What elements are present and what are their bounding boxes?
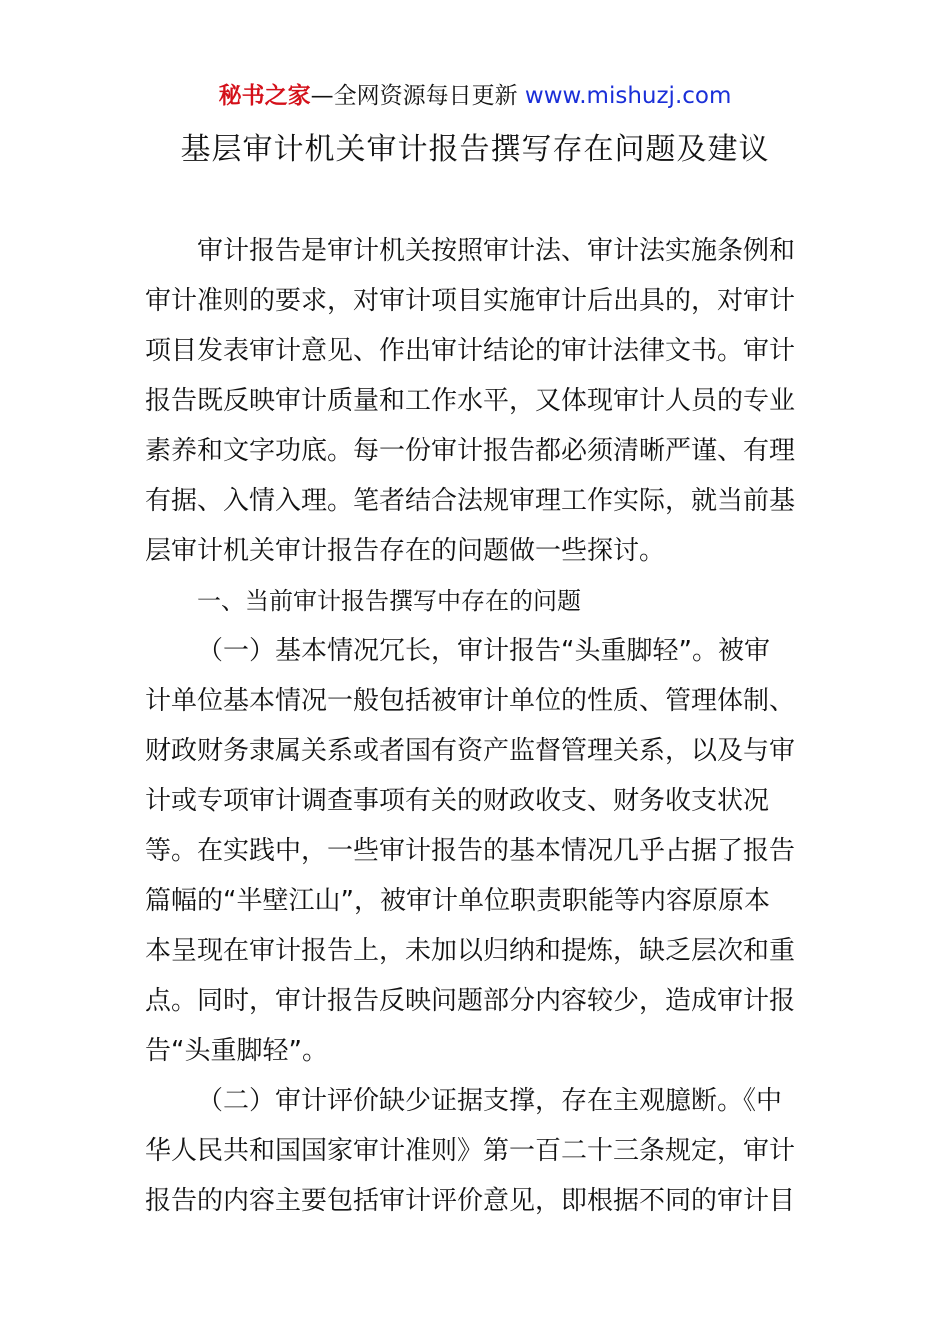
site-brand: 秘书之家 (218, 83, 311, 109)
paragraph-line: 审计报告是审计机关按照审计法、审计法实施条例和 (197, 236, 796, 266)
paragraph-line: （二）审计评价缺少证据支撑，存在主观臆断。《中 (197, 1086, 783, 1116)
paragraph-line: 计单位基本情况一般包括被审计单位的性质、管理体制、 (145, 686, 796, 716)
paragraph-line: 素养和文字功底。每一份审计报告都必须清晰严谨、有理 (145, 436, 796, 466)
paragraph-line: 项目发表审计意见、作出审计结论的审计法律文书。审计 (145, 336, 796, 366)
paragraph-line: 点。同时，审计报告反映问题部分内容较少，造成审计报 (145, 986, 796, 1016)
paragraph-line: 报告既反映审计质量和工作水平，又体现审计人员的专业 (145, 386, 796, 416)
paragraph-line: 报告的内容主要包括审计评价意见，即根据不同的审计目 (145, 1186, 796, 1216)
document-title: 基层审计机关审计报告撰写存在问题及建议 (180, 132, 770, 167)
site-url-link[interactable]: www.mishuzj.com (524, 83, 732, 109)
paragraph-line: 层审计机关审计报告存在的问题做一些探讨。 (145, 536, 666, 566)
paragraph-line: 审计准则的要求，对审计项目实施审计后出具的，对审计 (145, 286, 796, 316)
site-header (0, 80, 950, 112)
paragraph-line: 财政财务隶属关系或者国有资产监督管理关系，以及与审 (145, 736, 796, 766)
paragraph-line: 篇幅的“半壁江山”，被审计单位职责职能等内容原原本 (145, 886, 770, 916)
paragraph-line: 有据、入情入理。笔者结合法规审理工作实际，就当前基 (145, 486, 796, 516)
site-tagline: —全网资源每日更新 (310, 83, 525, 109)
paragraph-line: 告“头重脚轻”。 (145, 1036, 328, 1066)
paragraph-line: 华人民共和国国家审计准则》第一百二十三条规定，审计 (145, 1136, 796, 1166)
paragraph-line: （一）基本情况冗长，审计报告“头重脚轻”。被审 (197, 636, 770, 666)
paragraph-line: 本呈现在审计报告上，未加以归纳和提炼，缺乏层次和重 (145, 936, 796, 966)
section-heading: 一、当前审计报告撰写中存在的问题 (197, 587, 581, 615)
paragraph-line: 计或专项审计调查事项有关的财政收支、财务收支状况 (145, 786, 770, 816)
paragraph-line: 等。在实践中，一些审计报告的基本情况几乎占据了报告 (145, 836, 796, 866)
document-body (145, 226, 810, 1226)
